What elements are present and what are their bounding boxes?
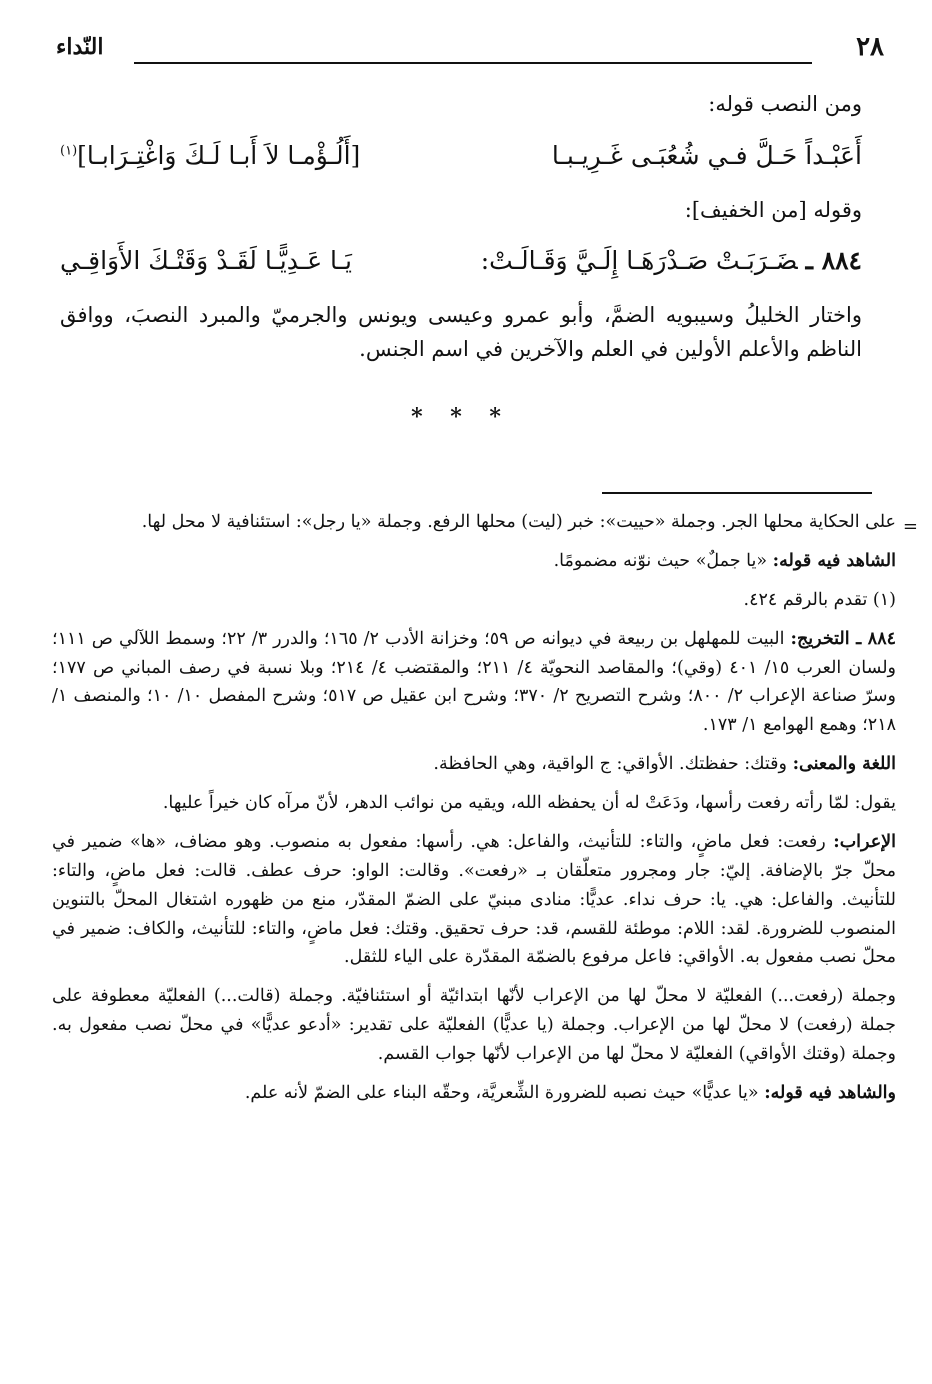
footnote-takhrij: [52, 625, 896, 741]
footnote-label: ٨٨٤ ـ التخريج:: [790, 628, 896, 649]
verse-2-first-text: ضَـرَبَـتْ صَـدْرَهَـا إِلَـيَّ وَقَـالَـتْ:: [480, 246, 798, 276]
verse-1-second-hemistich: [60, 136, 360, 176]
intro-line-2: وقوله [من الخفيف]:: [684, 197, 862, 222]
continuation-mark: =: [902, 516, 918, 537]
footnote-text: «يا عديًّا» حيث نصبه للضرورة الشِّعريَّة، وحقّه البناء على الضمّ لأنه علم.: [244, 1082, 759, 1103]
footnote-rule: [602, 492, 872, 494]
section-divider: * * *: [411, 404, 511, 431]
footnote-label: اللغة والمعنى:: [792, 754, 896, 775]
footnote-irab: [52, 828, 896, 972]
intro-line: ومن النصب قوله:: [708, 92, 862, 116]
verse-2: [60, 241, 862, 281]
footnote-continuation: على الحكاية محلها الجر. وجملة «حييت»: خبر (ليت) محلها الرفع. وجملة «يا رجل»: استئنافية لا محل لها.: [141, 512, 896, 532]
footnotes: [52, 508, 918, 1118]
verse-1-second-text: [أَلُـؤْمـا لاَ أَبـا لَـكَ وَاغْتِـرَابـا]: [77, 140, 361, 170]
verse-number: ٨٨٤ ـ: [805, 246, 862, 276]
footnote-shahid-2: [52, 1079, 896, 1108]
verse-2-first-hemistich: [481, 241, 862, 281]
main-text: [60, 88, 862, 436]
footnote-text: «يا جملٌ» حيث نوّنه مضمومًا.: [553, 550, 768, 571]
footnote-marker: (١): [60, 143, 78, 159]
footnote-label: الشاهد فيه قوله:: [772, 550, 896, 571]
footnote-text: رفعت: فعل ماضٍ، والتاء: للتأنيث، والفاعل: هي. رأسها: مفعول به منصوب. وهو مضاف، «ها» ضمير في محلّ جرّ بالإضافة. إليّ: جار ومجرور متعلّقان بـ «رفعت». وقالت: الواو: حرف عطف. قالت: فعل ماضٍ، والتاء: للتأنيث. والفاعل: هي. يا: حرف نداء. عديًّا: منادى مبنيّ على الضمّ المقدّر، منع من ظهوره اشتغال المحلّ بالتنوين المنصوب للضرورة. لقد: اللام: موطئة للقسم، قد: حرف تحقيق. وقتك: فعل ماضٍ، والتاء: للتأنيث، والكاف: ضمير في محلّ نصب مفعول به. الأواقي: فاعل مرفوع بالضمّة المقدّرة على الياء للثقل.: [52, 831, 896, 968]
header-rule: [134, 62, 812, 64]
footnote-meaning: يقول: لمّا رأته رفعت رأسها، ودَعَتْ له أن يحفظه الله، ويقيه من نوائب الدهر، لأنّ مرآه كان خيراً عليها.: [162, 793, 896, 813]
main-paragraph: واختار الخليلُ وسيبويه الضمَّ، وأبو عمرو وعيسى ويونس والجرميّ والمبرد النصبَ، ووافق الناظم والأعلم الأولين في العلم والآخرين في اسم الجنس.: [60, 303, 862, 361]
verse-2-second-hemistich: يَـا عَـدِيًّـا لَقَـدْ وَقَتْـكَ الأَوَاقِـي: [60, 246, 352, 276]
verse-1: [60, 136, 862, 176]
footnote-text: البيت للمهلهل بن ربيعة في ديوانه ص ٥٩؛ وخزانة الأدب ٢/ ١٦٥؛ والدرر ٣/ ٢٢؛ وسمط اللآلي ص ١١١؛ ولسان العرب ١٥/ ٤٠١ (وقي)؛ والمقاصد النحويّة ٤/ ٢١١؛ والمقتضب ٤/ ٢١٤؛ وبلا نسبة في رصف المباني ص ١٧٧؛ وسرّ صناعة الإعراب ٢/ ٨٠٠؛ وشرح التصريح ٢/ ٣٧٠؛ وشرح ابن عقيل ص ٥١٧؛ وشرح المفصل ١٠/ ١٠؛ والمنصف ١/ ٢١٨؛ وهمع الهوامع ١/ ١٧٣.: [52, 628, 897, 736]
footnote-label: الإعراب:: [833, 831, 896, 852]
footnote-lugha: [52, 750, 896, 779]
running-title: النّداء: [56, 34, 104, 60]
page-header: [48, 32, 892, 72]
footnote-label: والشاهد فيه قوله:: [764, 1082, 896, 1103]
footnote-1: (١) تقدم بالرقم ٤٢٤.: [743, 589, 896, 610]
footnote-shahid-1: [52, 547, 896, 576]
verse-1-first-hemistich: أَعَبْـداً حَـلَّ فـي شُعُبَـى غَـرِيـبـا: [551, 140, 862, 170]
footnote-text: وقتك: حفظتك. الأواقي: ج الواقية، وهي الحافظة.: [433, 754, 787, 775]
page-number: ٢٨: [856, 32, 884, 62]
footnote-sentences: وجملة (رفعت...) الفعليّة لا محلّ لها من الإعراب لأنّها ابتدائيّة أو استئنافيّة. وجملة (قالت...) الفعليّة معطوفة على جملة (رفعت) لا محلّ لها من الإعراب. وجملة (يا عديًّا) الفعليّة على تقدير: «أدعو عديًّا» في محلّ نصب مفعول به. وجملة (وقتك الأواقي) الفعليّة لا محلّ لها من الإعراب لأنّها جواب القسم.: [52, 986, 896, 1064]
